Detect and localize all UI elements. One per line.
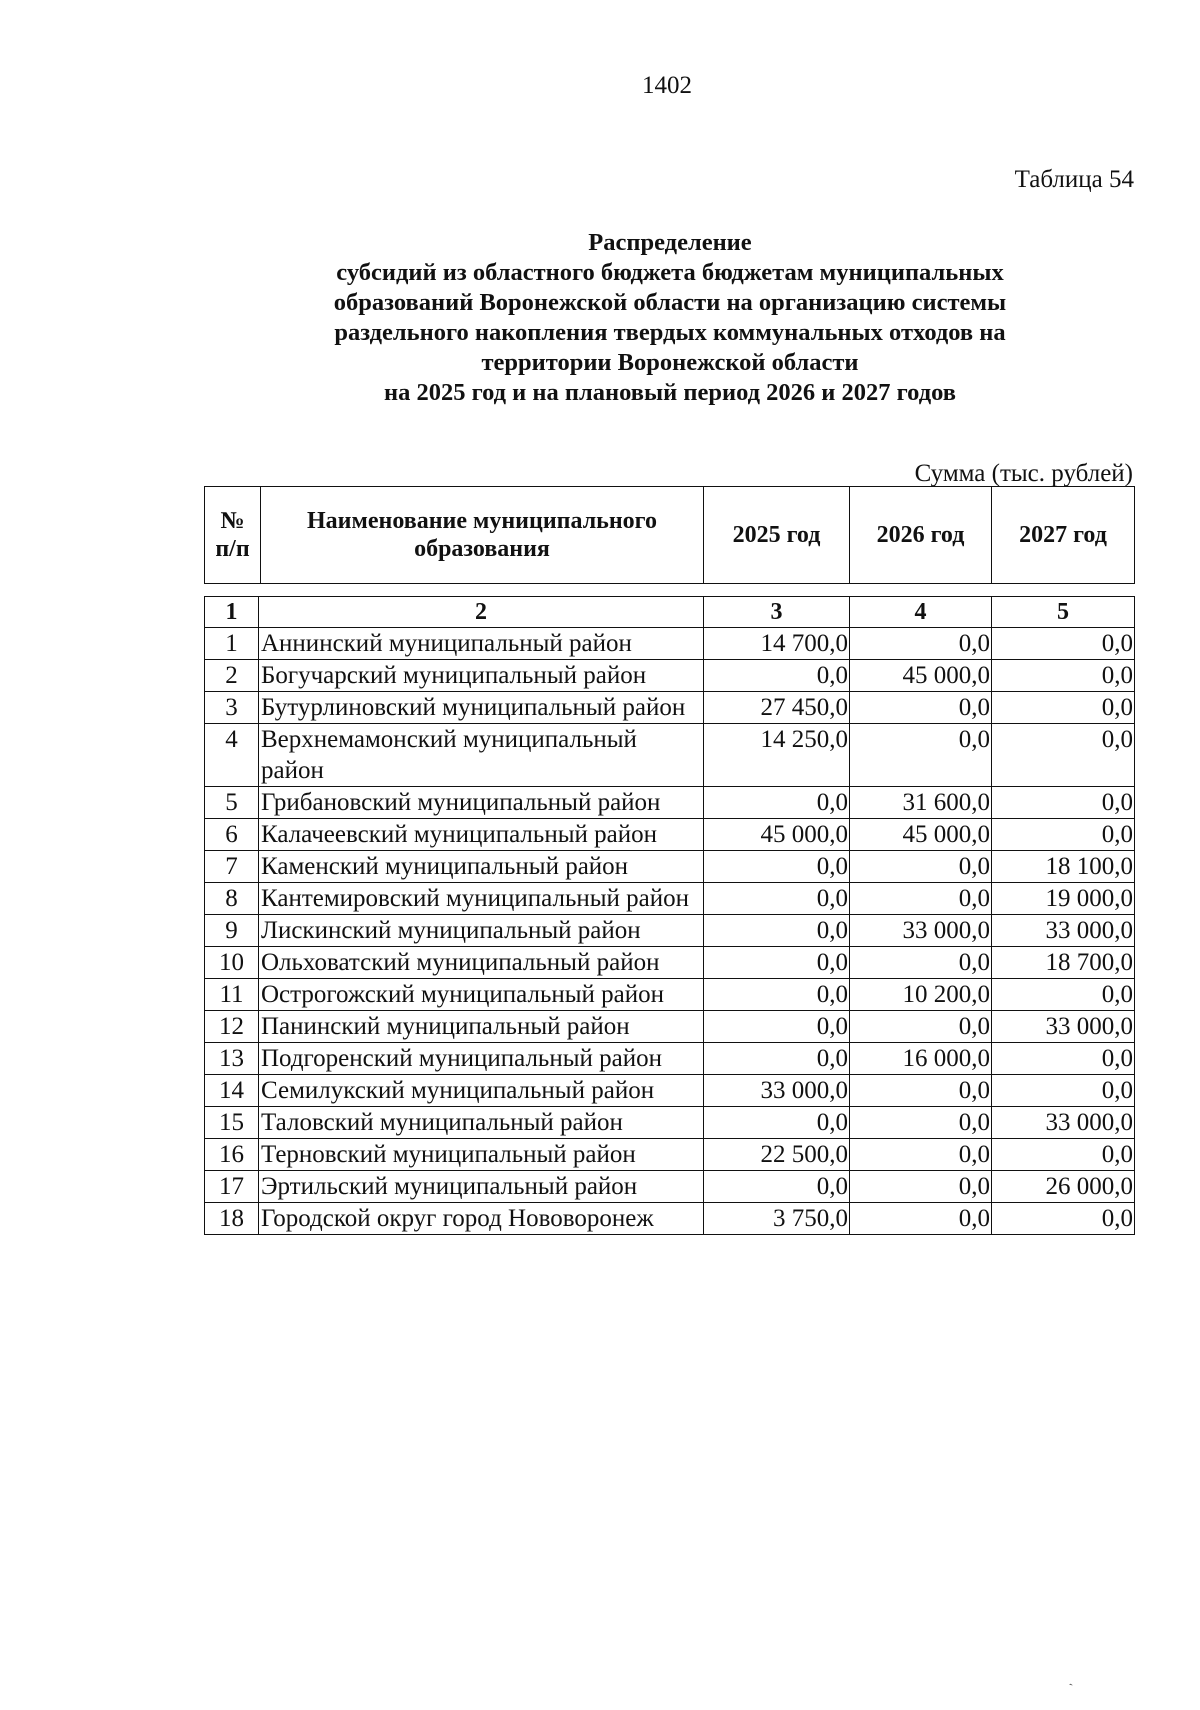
municipality-name: Панинский муниципальный район <box>259 1011 704 1043</box>
value-2026: 0,0 <box>850 692 992 724</box>
value-2025: 33 000,0 <box>704 1075 850 1107</box>
row-number: 4 <box>205 724 259 787</box>
value-2027: 0,0 <box>992 1075 1135 1107</box>
value-2025: 0,0 <box>704 1107 850 1139</box>
column-number: 1 <box>205 597 259 628</box>
column-number: 5 <box>992 597 1135 628</box>
value-2025: 3 750,0 <box>704 1203 850 1235</box>
column-number: 4 <box>850 597 992 628</box>
header-num-line2: п/п <box>215 536 250 562</box>
value-2027: 18 700,0 <box>992 947 1135 979</box>
municipality-name: Верхнемамонский муниципальный район <box>259 724 704 787</box>
title-line: территории Воронежской области <box>481 349 859 376</box>
table-row <box>205 1107 1135 1139</box>
municipality-name: Богучарский муниципальный район <box>259 660 704 692</box>
row-number: 12 <box>205 1011 259 1043</box>
value-2025: 0,0 <box>704 660 850 692</box>
header-2025: 2025 год <box>704 487 850 584</box>
value-2027: 33 000,0 <box>992 915 1135 947</box>
stray-mark: ˏ <box>1064 1671 1074 1688</box>
value-2025: 14 700,0 <box>704 628 850 660</box>
value-2027: 26 000,0 <box>992 1171 1135 1203</box>
table-label: Таблица 54 <box>1014 166 1134 193</box>
table-row <box>205 883 1135 915</box>
municipality-name: Семилукский муниципальный район <box>259 1075 704 1107</box>
row-number: 13 <box>205 1043 259 1075</box>
value-2025: 0,0 <box>704 915 850 947</box>
value-2025: 0,0 <box>704 1043 850 1075</box>
municipality-name: Бутурлиновский муниципальный район <box>259 692 704 724</box>
row-number: 18 <box>205 1203 259 1235</box>
value-2027: 33 000,0 <box>992 1107 1135 1139</box>
row-number: 14 <box>205 1075 259 1107</box>
title-line: образований Воронежской области на организацию системы <box>333 289 1007 316</box>
header-2027: 2027 год <box>992 487 1135 584</box>
table-row <box>205 628 1135 660</box>
title-line: раздельного накопления твердых коммунальных отходов на <box>334 319 1006 346</box>
municipality-name: Грибановский муниципальный район <box>259 787 704 819</box>
table-row <box>205 819 1135 851</box>
value-2026: 16 000,0 <box>850 1043 992 1075</box>
value-2026: 0,0 <box>850 1139 992 1171</box>
unit-label: Сумма (тыс. рублей) <box>914 460 1133 487</box>
value-2025: 45 000,0 <box>704 819 850 851</box>
municipality-name: Таловский муниципальный район <box>259 1107 704 1139</box>
value-2026: 0,0 <box>850 1203 992 1235</box>
municipality-name: Ольховатский муниципальный район <box>259 947 704 979</box>
value-2026: 0,0 <box>850 628 992 660</box>
value-2025: 0,0 <box>704 1171 850 1203</box>
table-row <box>205 1203 1135 1235</box>
municipality-name: Эртильский муниципальный район <box>259 1171 704 1203</box>
column-number: 3 <box>704 597 850 628</box>
row-number: 8 <box>205 883 259 915</box>
row-number: 3 <box>205 692 259 724</box>
table-row <box>205 1139 1135 1171</box>
value-2026: 0,0 <box>850 883 992 915</box>
row-number: 17 <box>205 1171 259 1203</box>
value-2026: 0,0 <box>850 1107 992 1139</box>
row-number: 6 <box>205 819 259 851</box>
value-2026: 45 000,0 <box>850 819 992 851</box>
table-row <box>205 660 1135 692</box>
municipality-name: Калачеевский муниципальный район <box>259 819 704 851</box>
table-header <box>204 486 1135 584</box>
value-2026: 0,0 <box>850 947 992 979</box>
value-2025: 27 450,0 <box>704 692 850 724</box>
header-name-line1: Наименование муниципального <box>307 508 657 534</box>
value-2026: 33 000,0 <box>850 915 992 947</box>
title-line: на 2025 год и на плановый период 2026 и 2027 годов <box>383 379 956 406</box>
value-2027: 0,0 <box>992 1203 1135 1235</box>
value-2025: 0,0 <box>704 883 850 915</box>
header-num <box>205 487 261 584</box>
row-number: 1 <box>205 628 259 660</box>
value-2026: 31 600,0 <box>850 787 992 819</box>
municipality-name: Каменский муниципальный район <box>259 851 704 883</box>
value-2026: 0,0 <box>850 1171 992 1203</box>
table-row <box>205 851 1135 883</box>
row-number: 16 <box>205 1139 259 1171</box>
header-name <box>261 487 704 584</box>
value-2026: 0,0 <box>850 851 992 883</box>
value-2027: 33 000,0 <box>992 1011 1135 1043</box>
value-2026: 10 200,0 <box>850 979 992 1011</box>
value-2027: 0,0 <box>992 787 1135 819</box>
title-line: субсидий из областного бюджета бюджетам муниципальных <box>336 259 1004 286</box>
municipality-name: Городской округ город Нововоронеж <box>259 1203 704 1235</box>
row-number: 9 <box>205 915 259 947</box>
table-row <box>205 692 1135 724</box>
header-2026: 2026 год <box>850 487 992 584</box>
value-2026: 0,0 <box>850 1075 992 1107</box>
municipality-name: Аннинский муниципальный район <box>259 628 704 660</box>
municipality-name: Острогожский муниципальный район <box>259 979 704 1011</box>
row-number: 10 <box>205 947 259 979</box>
value-2025: 0,0 <box>704 851 850 883</box>
municipality-name: Терновский муниципальный район <box>259 1139 704 1171</box>
table-row <box>205 915 1135 947</box>
row-number: 2 <box>205 660 259 692</box>
row-number: 15 <box>205 1107 259 1139</box>
table-row <box>205 1011 1135 1043</box>
municipality-name: Лискинский муниципальный район <box>259 915 704 947</box>
row-number: 11 <box>205 979 259 1011</box>
table-row <box>205 1043 1135 1075</box>
title-line: Распределение <box>588 229 752 256</box>
data-table <box>204 596 1135 1235</box>
value-2027: 0,0 <box>992 1139 1135 1171</box>
value-2027: 0,0 <box>992 692 1135 724</box>
value-2027: 0,0 <box>992 979 1135 1011</box>
value-2027: 0,0 <box>992 660 1135 692</box>
value-2025: 0,0 <box>704 947 850 979</box>
row-number: 5 <box>205 787 259 819</box>
table-row <box>205 1171 1135 1203</box>
header-name-line2: образования <box>414 536 550 562</box>
table-row <box>205 1075 1135 1107</box>
value-2026: 0,0 <box>850 1011 992 1043</box>
value-2025: 0,0 <box>704 979 850 1011</box>
municipality-name: Кантемировский муниципальный район <box>259 883 704 915</box>
table-row <box>205 787 1135 819</box>
value-2025: 22 500,0 <box>704 1139 850 1171</box>
table-row <box>205 947 1135 979</box>
value-2027: 0,0 <box>992 1043 1135 1075</box>
column-number-row <box>205 597 1135 628</box>
value-2025: 14 250,0 <box>704 724 850 787</box>
value-2027: 0,0 <box>992 724 1135 787</box>
value-2027: 18 100,0 <box>992 851 1135 883</box>
value-2026: 0,0 <box>850 724 992 787</box>
table-row <box>205 979 1135 1011</box>
document-title <box>190 228 1150 408</box>
municipality-name: Подгоренский муниципальный район <box>259 1043 704 1075</box>
table-row <box>205 724 1135 787</box>
value-2025: 0,0 <box>704 787 850 819</box>
column-number: 2 <box>259 597 704 628</box>
value-2027: 19 000,0 <box>992 883 1135 915</box>
value-2027: 0,0 <box>992 819 1135 851</box>
header-num-line1: № <box>220 508 245 534</box>
value-2025: 0,0 <box>704 1011 850 1043</box>
page-number: 1402 <box>642 72 692 99</box>
value-2026: 45 000,0 <box>850 660 992 692</box>
value-2027: 0,0 <box>992 628 1135 660</box>
row-number: 7 <box>205 851 259 883</box>
